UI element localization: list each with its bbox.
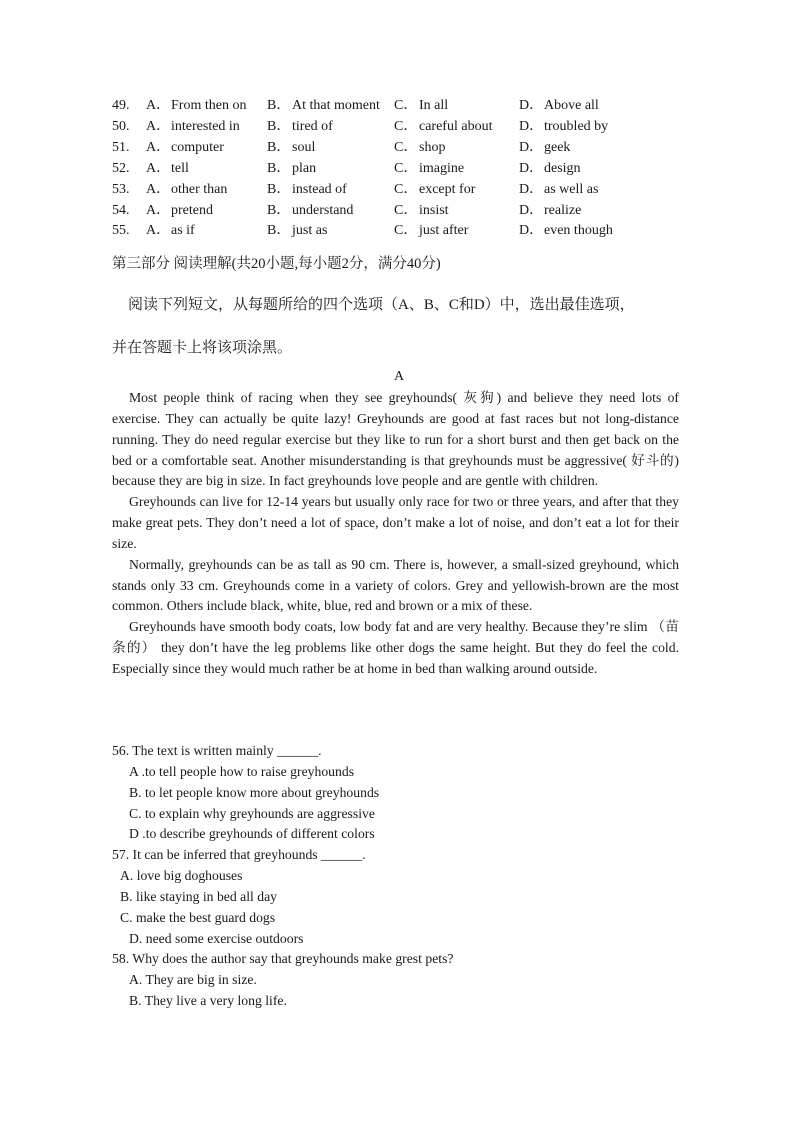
option-letter: A．: [146, 118, 171, 134]
paragraph-2: Greyhounds can live for 12-14 years but usually only race for two or three years, and after that they make great pets. They don’t need a lot of space, don’t make a lot of noise, and don’t eat a lot for their size.: [112, 494, 679, 551]
option-letter: D．: [519, 160, 544, 176]
option-text: just after: [419, 223, 469, 239]
option-a[interactable]: [146, 159, 267, 180]
option-text: even though: [544, 223, 613, 239]
option-b[interactable]: [267, 221, 394, 242]
option-text: From then on: [171, 98, 247, 113]
option-letter: B．: [267, 98, 291, 113]
option-b[interactable]: [267, 96, 394, 117]
question-number: 52.: [112, 160, 130, 176]
option-a[interactable]: [146, 117, 267, 138]
option-c[interactable]: [394, 180, 519, 201]
option-a[interactable]: [146, 201, 267, 222]
question-56-choice-c[interactable]: C. to explain why greyhounds are aggressive: [129, 805, 375, 821]
option-text: geek: [544, 139, 571, 155]
option-letter: B．: [267, 160, 291, 176]
instruction-line-2: 并在答题卡上将该项涂黑。: [112, 340, 293, 356]
option-text: realize: [544, 202, 582, 218]
passage-label: A: [394, 369, 405, 384]
option-letter: A．: [146, 139, 171, 155]
option-text: design: [544, 160, 581, 176]
question-number: 50.: [112, 118, 130, 134]
option-d[interactable]: [519, 180, 639, 201]
option-d[interactable]: [519, 117, 639, 138]
question-number: 54.: [112, 202, 130, 218]
option-letter: D．: [519, 202, 544, 218]
option-text: except for: [419, 181, 476, 197]
question-number: 51.: [112, 139, 130, 155]
question-56-choice-b[interactable]: B. to let people know more about greyhounds: [129, 784, 380, 800]
option-letter: C．: [394, 160, 418, 176]
option-a[interactable]: [146, 180, 267, 201]
option-text: as if: [171, 223, 195, 239]
option-c[interactable]: [394, 221, 519, 242]
option-d[interactable]: [519, 221, 639, 242]
option-c[interactable]: [394, 96, 519, 117]
question-number: 55.: [112, 223, 130, 239]
option-letter: D．: [519, 181, 544, 197]
option-letter: C．: [394, 181, 418, 197]
question-56-stem: 56. The text is written mainly ______.: [112, 743, 322, 758]
option-c[interactable]: [394, 201, 519, 222]
option-letter: B．: [267, 118, 291, 134]
option-text: tired of: [292, 118, 333, 134]
option-letter: C．: [394, 118, 418, 134]
question-57-choice-c[interactable]: C. make the best guard dogs: [120, 909, 276, 925]
option-text: soul: [292, 139, 316, 155]
option-text: careful about: [419, 118, 493, 134]
question-58-stem: 58. Why does the author say that greyhounds make grest pets?: [112, 951, 454, 967]
option-text: In all: [419, 98, 449, 113]
question-number: 49.: [112, 98, 130, 113]
question-number: 53.: [112, 181, 130, 197]
cloze-row: [112, 159, 639, 180]
option-letter: A．: [146, 160, 171, 176]
cloze-row: [112, 138, 639, 159]
option-letter: A．: [146, 202, 171, 218]
option-letter: C．: [394, 223, 418, 239]
option-letter: C．: [394, 139, 418, 155]
option-text: other than: [171, 181, 228, 197]
option-text: instead of: [292, 181, 347, 197]
option-text: insist: [419, 202, 449, 218]
option-letter: B．: [267, 139, 291, 155]
question-list: [112, 741, 679, 1012]
paragraph-1: Most people think of racing when they see greyhounds( 灰狗) and believe they need lots of exercise. They can actually be quite lazy! Greyhounds are good at fast races but not long-distance running. They do need regular exercise but they like to run for a short burst and then get back on the bed or a comfortable seat. Another misunderstanding is that greyhounds must be aggressive( 好斗的) because they are big in size. In fact greyhounds love people and are gentle with children.: [112, 390, 679, 489]
option-b[interactable]: [267, 159, 394, 180]
section-title: 第三部分 阅读理解(共20小题,每小题2分，满分40分): [112, 256, 441, 272]
option-letter: B．: [267, 202, 291, 218]
paragraph-3: Normally, greyhounds can be as tall as 90 cm. There is, however, a small-sized greyhound, which stands only 33 cm. Greyhounds come in a variety of colors. Grey and yellowish-brown are the most common. Others include black, white, blue, red and brown or a mix of these.: [112, 556, 679, 614]
cloze-row: [112, 96, 639, 117]
option-d[interactable]: [519, 96, 639, 117]
option-text: just as: [292, 223, 328, 239]
question-56-choice-d[interactable]: D .to describe greyhounds of different colors: [129, 826, 375, 842]
question-57-choice-a[interactable]: A. love big doghouses: [120, 868, 243, 884]
passage-text: [112, 388, 679, 680]
option-text: as well as: [544, 181, 599, 197]
option-b[interactable]: [267, 138, 394, 159]
option-text: shop: [419, 139, 446, 155]
option-c[interactable]: [394, 138, 519, 159]
cloze-options-body: [112, 96, 639, 242]
option-c[interactable]: [394, 117, 519, 138]
option-text: troubled by: [544, 118, 609, 134]
paragraph-4: Greyhounds have smooth body coats, low body fat and are very healthy. Because they’re slim （苗条的） they don’t have the leg problems like other dogs the same height. But they do feel the cold. Especially since they would much rather be at home in bed than walking around outside.: [112, 619, 679, 676]
question-58-choice-b[interactable]: B. They live a very long life.: [129, 993, 287, 1009]
instruction-line-1: 阅读下列短文，从每题所给的四个选项（A、B、C和D）中，选出最佳选项，: [128, 297, 635, 313]
option-text: understand: [292, 202, 354, 218]
question-56-choice-a[interactable]: A .to tell people how to raise greyhounds: [129, 763, 355, 779]
option-d[interactable]: [519, 159, 639, 180]
option-b[interactable]: [267, 117, 394, 138]
cloze-row: [112, 201, 639, 222]
cloze-options-table: [112, 96, 639, 242]
option-letter: C．: [394, 202, 418, 218]
cloze-row: [112, 221, 639, 242]
option-text: computer: [171, 139, 224, 155]
option-d[interactable]: [519, 201, 639, 222]
option-letter: D．: [519, 118, 544, 134]
option-a[interactable]: [146, 221, 267, 242]
option-letter: A．: [146, 223, 171, 239]
option-text: interested in: [171, 118, 240, 134]
option-text: imagine: [419, 160, 465, 176]
option-letter: D．: [519, 139, 544, 155]
option-letter: B．: [267, 181, 291, 197]
option-text: plan: [292, 160, 317, 176]
option-letter: B．: [267, 223, 291, 239]
cloze-row: [112, 117, 639, 138]
cloze-row: [112, 180, 639, 201]
option-text: tell: [171, 160, 189, 176]
option-text: At that moment: [292, 98, 380, 113]
question-57-choice-d[interactable]: D. need some exercise outdoors: [129, 930, 304, 946]
option-b[interactable]: [267, 201, 394, 222]
option-letter: A．: [146, 98, 171, 113]
option-letter: A．: [146, 181, 171, 197]
question-57-stem: 57. It can be inferred that greyhounds ______.: [112, 847, 366, 863]
option-c[interactable]: [394, 159, 519, 180]
option-letter: C．: [394, 98, 418, 113]
option-a[interactable]: [146, 96, 267, 117]
option-b[interactable]: [267, 180, 394, 201]
option-text: Above all: [544, 98, 599, 113]
option-letter: D．: [519, 223, 544, 239]
option-text: pretend: [171, 202, 213, 218]
question-57-choice-b[interactable]: B. like staying in bed all day: [120, 888, 277, 904]
option-a[interactable]: [146, 138, 267, 159]
option-letter: D．: [519, 98, 544, 113]
question-58-choice-a[interactable]: A. They are big in size.: [129, 972, 257, 988]
option-d[interactable]: [519, 138, 639, 159]
